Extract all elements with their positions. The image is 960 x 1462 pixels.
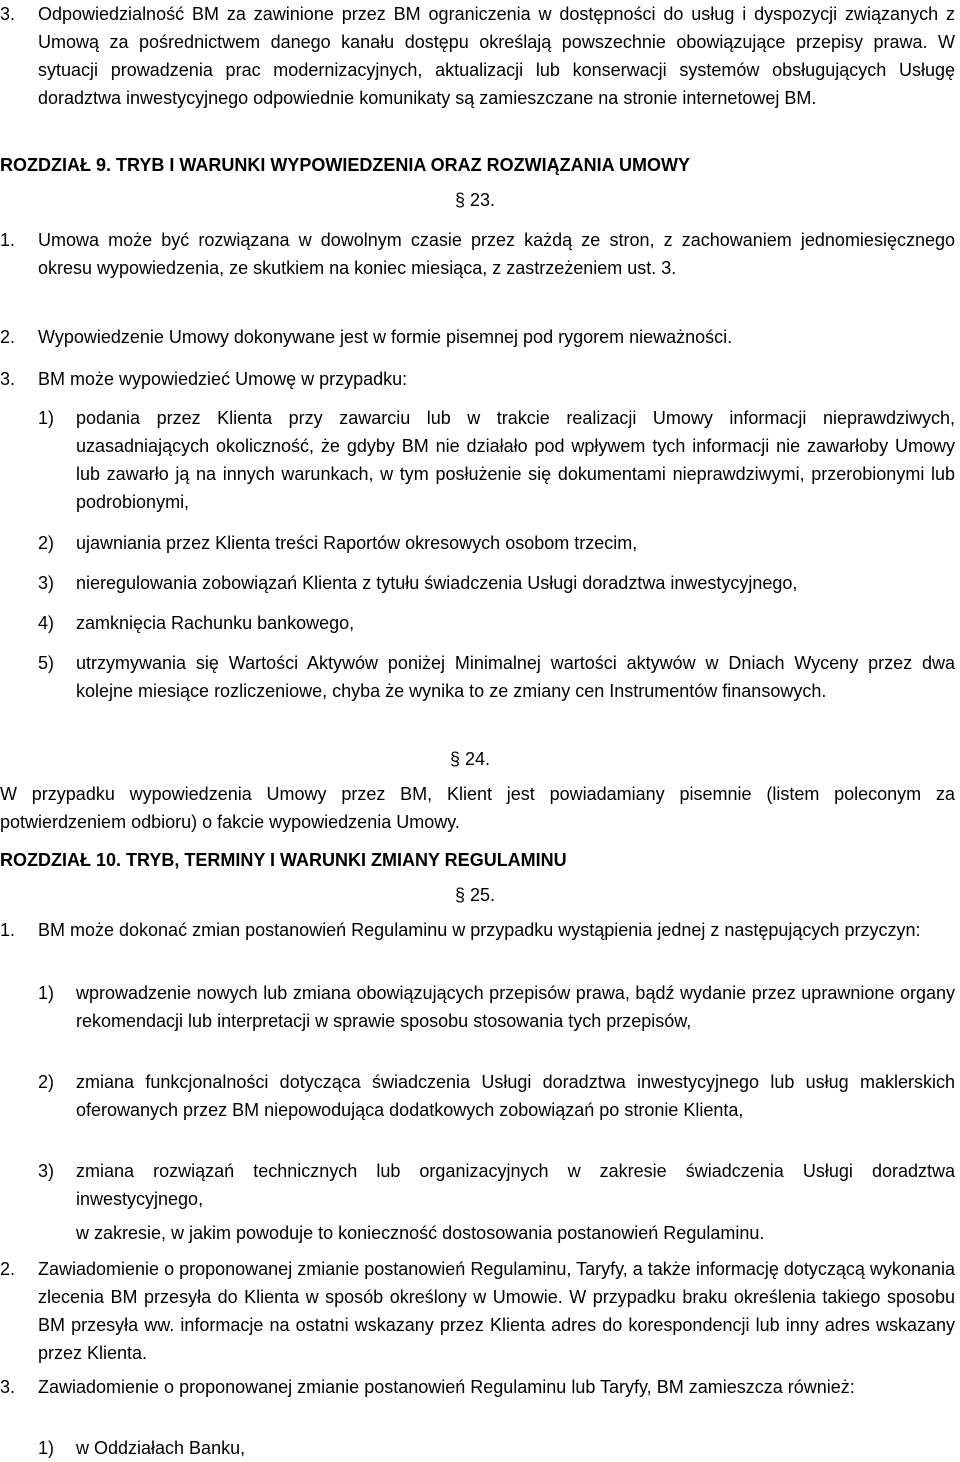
list-item (38, 1434, 955, 1462)
item-number: 3. (0, 1377, 16, 1397)
item-text: ujawniania przez Klienta treści Raportów okresowych osobom trzecim, (76, 533, 638, 553)
item-number: 4) (38, 613, 55, 633)
section-label: § 23. (455, 190, 496, 210)
item-text: Odpowiedzialność BM za zawinione przez BM ograniczenia w dostępności do usług i dyspozycji związanych z Umową za pośrednictwem danego kanału dostępu określają powszechnie obowiązujące przepisy prawa. W sytuacji prowadzenia prac modernizacyjnych, aktualizacji lub konserwacji systemów obsługujących Usługę doradztwa inwestycyjnego odpowiednie komunikaty są zamieszczane na stronie internetowej BM. (38, 4, 955, 108)
list-item (38, 529, 955, 557)
item-number: 3) (38, 1161, 55, 1181)
item-number: 1) (38, 408, 55, 428)
item-number: 5) (38, 653, 55, 673)
paragraph-item (0, 916, 955, 944)
chapter-heading: ROZDZIAŁ 10. TRYB, TERMINY I WARUNKI ZMIANY REGULAMINU (0, 850, 567, 870)
item-number: 3) (38, 573, 55, 593)
list-item (38, 569, 955, 597)
list-item (38, 979, 955, 1035)
section-label: § 24. (450, 749, 491, 769)
item-number: 2) (38, 533, 55, 553)
list-item (38, 404, 955, 516)
paragraph-item (0, 365, 955, 393)
item-number: 1. (0, 230, 16, 250)
item-text: zmiana funkcjonalności dotycząca świadczenia Usługi doradztwa inwestycyjnego lub usług maklerskich oferowanych przez BM niepowodująca dodatkowych zobowiązań po stronie Klienta, (76, 1072, 955, 1120)
paragraph-item (0, 226, 955, 282)
item-number: 1. (0, 920, 16, 940)
paragraph-item (0, 0, 955, 112)
item-number: 2. (0, 327, 16, 347)
item-text: BM może dokonać zmian postanowień Regulaminu w przypadku wystąpienia jednej z następujących przyczyn: (38, 920, 921, 940)
item-text: zmiana rozwiązań technicznych lub organizacyjnych w zakresie świadczenia Usługi doradztwa inwestycyjnego, (76, 1161, 955, 1209)
item-number: 2. (0, 1259, 16, 1279)
item-number: 1) (38, 983, 55, 1003)
list-item (38, 649, 955, 705)
item-text: Zawiadomienie o proponowanej zmianie postanowień Regulaminu lub Taryfy, BM zamieszcza również: (38, 1377, 855, 1397)
item-number: 3. (0, 4, 16, 24)
closing-text: w zakresie, w jakim powoduje to konieczność dostosowania postanowień Regulaminu. (76, 1223, 765, 1243)
paragraph: W przypadku wypowiedzenia Umowy przez BM, Klient jest powiadamiany pisemnie (listem poleconym za potwierdzeniem odbioru) o fakcie wypowiedzenia Umowy. (0, 784, 955, 832)
paragraph-item (0, 323, 955, 351)
item-text: w Oddziałach Banku, (76, 1438, 246, 1458)
list-item (38, 609, 955, 637)
item-text: BM może wypowiedzieć Umowę w przypadku: (38, 369, 408, 389)
item-number: 1) (38, 1438, 55, 1458)
item-text: Zawiadomienie o proponowanej zmianie postanowień Regulaminu, Taryfy, a także informację dotyczącą wykonania zlecenia BM przesyła do Klienta w sposób określony w Umowie. W przypadku braku określenia takiego sposobu BM przesyła ww. informacje na ostatni wskazany przez Klienta adres do korespondencji lub inny adres wskazany przez Klienta. (38, 1259, 955, 1363)
item-text: wprowadzenie nowych lub zmiana obowiązujących przepisów prawa, bądź wydanie przez uprawnione organy rekomendacji lub interpretacji w sprawie sposobu stosowania tych przepisów, (76, 983, 955, 1031)
item-number: 3. (0, 369, 16, 389)
chapter-heading: ROZDZIAŁ 9. TRYB I WARUNKI WYPOWIEDZENIA ORAZ ROZWIĄZANIA UMOWY (0, 155, 690, 175)
section-label: § 25. (455, 885, 496, 905)
item-text: Wypowiedzenie Umowy dokonywane jest w formie pisemnej pod rygorem nieważności. (38, 327, 733, 347)
list-item (38, 1068, 955, 1124)
list-item (38, 1157, 955, 1213)
item-text: nieregulowania zobowiązań Klienta z tytułu świadczenia Usługi doradztwa inwestycyjnego, (76, 573, 798, 593)
item-text: Umowa może być rozwiązana w dowolnym czasie przez każdą ze stron, z zachowaniem jednomiesięcznego okresu wypowiedzenia, ze skutkiem na koniec miesiąca, z zastrzeżeniem ust. 3. (38, 230, 955, 278)
paragraph-item (0, 1255, 955, 1367)
item-number: 2) (38, 1072, 55, 1092)
item-text: zamknięcia Rachunku bankowego, (76, 613, 355, 633)
paragraph-item (0, 1373, 955, 1401)
item-text: utrzymywania się Wartości Aktywów poniżej Minimalnej wartości aktywów w Dniach Wyceny przez dwa kolejne miesiące rozliczeniowe, chyba że wynika to ze zmiany cen Instrumentów finansowych. (76, 653, 955, 701)
item-text: podania przez Klienta przy zawarciu lub w trakcie realizacji Umowy informacji nieprawdziwych, uzasadniających okoliczność, że gdyby BM nie działało pod wpływem tych informacji nie zawarłoby Umowy lub zawarło ją na innych warunkach, w tym posłużenie się dokumentami nieprawdziwymi, przerobionymi lub podrobionymi, (76, 408, 955, 512)
